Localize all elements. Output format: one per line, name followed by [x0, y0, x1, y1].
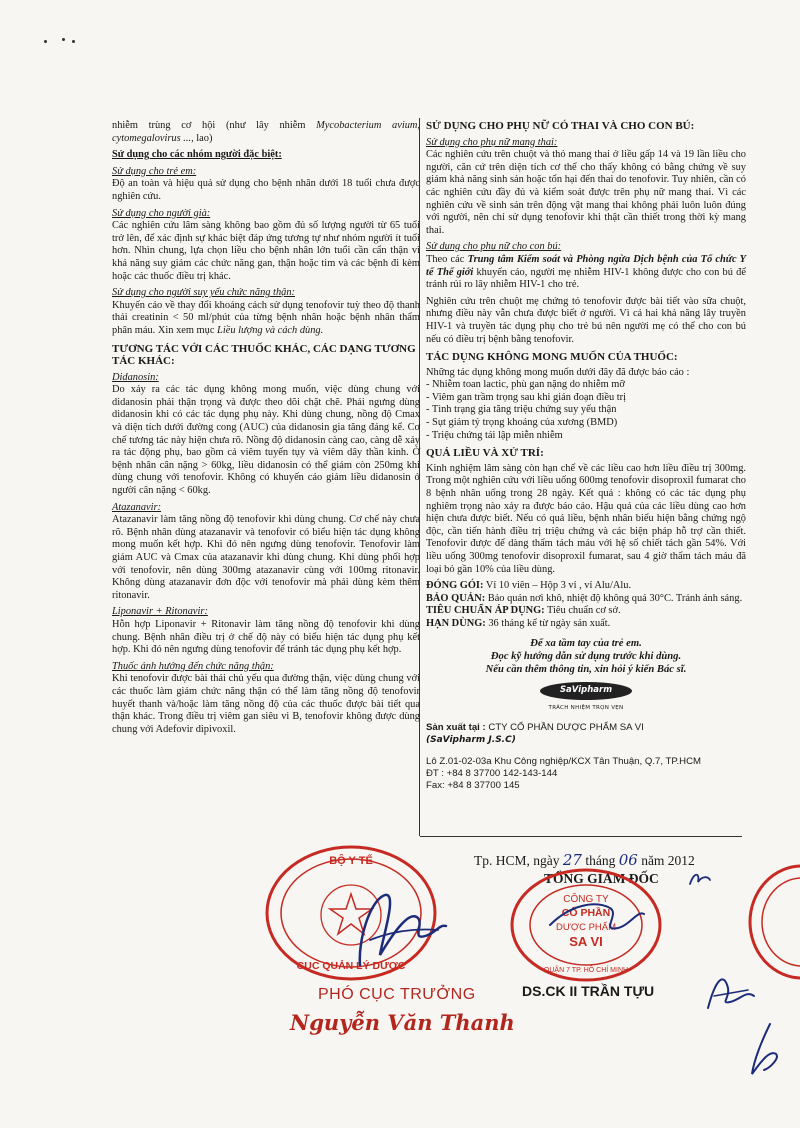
phone: ĐT : +84 8 37700 142-143-144: [426, 768, 558, 780]
deputy-title: PHÓ CỤC TRƯỞNG: [318, 986, 476, 1003]
expiry-line: HẠN DÙNG: 36 tháng kể từ ngày sản xuất.: [426, 617, 611, 629]
manufacturer-brand: (SaVipharm J.S.C): [426, 735, 516, 746]
address: Lô Z.01-02-03a Khu Công nghiệp/KCX Tân Thuận, Q.7, TP.HCM: [426, 756, 702, 768]
list-item: - Sụt giảm tỷ trọng khoáng của xương (BMD): [426, 417, 618, 429]
renal-heading: Sử dụng cho người suy yếu chức năng thận:: [112, 287, 295, 299]
seal-left-top-text: BỘ Y TẾ: [329, 855, 373, 867]
list-item: - Triệu chứng tái lập miễn nhiễm: [426, 429, 563, 441]
manufacturer-line: Sản xuất tại : CTY CỔ PHẦN DƯỢC PHẨM SA VI: [426, 722, 644, 734]
margin-signature-1: [700, 968, 760, 1016]
pregnancy-heading: SỬ DỤNG CHO PHỤ NỮ CÓ THAI VÀ CHO CON BÚ:: [426, 120, 695, 132]
lopinavir-text: Hỗn hợp Liponavir + Ritonavir làm tăng nồng độ tenofovir khi dùng chung. Bệnh nhân điều trị ở chế độ này có biểu hiện tác dụng phụ kết hợp. Khi đó nên ngưng dùng tenofovir để tránh tác dụng phụ kết hợp.: [112, 618, 420, 656]
children-text: Độ an toàn và hiệu quả sử dụng cho bệnh nhân dưới 18 tuổi chưa được nghiên cứu.: [112, 178, 420, 202]
special-groups-heading: Sử dụng cho các nhóm người đặc biệt:: [112, 149, 282, 161]
deputy-name: Nguyễn Văn Thanh: [290, 1010, 515, 1035]
breastfeeding-text-1: Theo các Trung tâm Kiểm soát và Phòng ngừa Dịch bệnh của Tổ chức Y tế Thế giới khuyến cáo, người mẹ nhiễm HIV-1 không được cho con bú để tránh rủi ro lây nhiễm HIV-1 cho trẻ.: [426, 253, 746, 291]
didanosin-text: Do xảy ra các tác dụng không mong muốn, việc dùng chung với didanosin phải thận trọng và được theo dõi chặt chẽ. Phải ngưng dùng didanosin khi có các tác dụng phụ này. Khi dùng chung, nồng độ Cmax và diện tích dưới đường cong (AUC) của didanosin gia tăng đáng kể. Cơ chế tương tác này hiện chưa rõ. Nồng độ didanosin càng cao, càng dễ xảy ra tác động phụ, bao gồm cả viêm tuyến tụy và viêm dây thần kinh. Ở bệnh nhân cân nặng > 60kg, liều didanosin có thể giảm còn 250mg khi dùng chung với tenofovir. Không có khuyến cáo giảm liều didanosin ở người cân nặng < 60kg.: [112, 384, 420, 497]
pregnant-text: Các nghiên cứu trên chuột và thỏ mang thai ở liều gấp 14 và 19 lần liều cho người, căn cứ trên diện tích cơ thể cho thấy không có bằng chứng về suy giảm khả năng sinh sản hoặc tổn hại đến thai do tenofovir. Tuy nhiên, cần có các nghiên cứu đầy đủ và kiểm soát được trên phụ nữ mang thai. Vì các nghiên cứu về sinh sản trên động vật mang thai không phải luôn luôn đúng với người, nên chỉ sử dụng tenofovir khi thật cần thiết trong thời kỳ mang thai.: [426, 149, 746, 236]
date-line: Tp. HCM, ngày 27 tháng 06 năm 2012: [474, 851, 695, 869]
lopinavir-heading: Liponavir + Ritonavir:: [112, 606, 208, 618]
edge-seal: [746, 862, 800, 982]
kidney-drugs-text: Khi tenofovir được bài thải chủ yếu qua đường thận, việc dùng chung với các thuốc làm giảm chức năng thận có thể làm tăng nồng độ tenofovir huyết thanh và/hoặc làm tăng nồng độ của các thuốc được bài tiết qua thận khác. Trong điều trị viêm gan siêu vi B, tenofovir không được dùng chung với Adefovir dipivoxil.: [112, 673, 420, 735]
adverse-intro: Những tác dụng không mong muốn dưới đây đã được báo cáo :: [426, 366, 690, 378]
breastfeeding-heading: Sử dụng cho phụ nữ cho con bú:: [426, 241, 562, 253]
logo-tagline: TRÁCH NHIỆM TRỌN VẸN: [548, 704, 624, 711]
list-item: - Viêm gan trầm trọng sau khi gián đoạn điều trị: [426, 391, 627, 403]
caution-line-1: Để xa tầm tay của trẻ em.: [530, 637, 642, 649]
children-heading: Sử dụng cho trẻ em:: [112, 165, 197, 177]
didanosin-heading: Didanosin:: [112, 371, 159, 383]
overdose-heading: QUÁ LIỀU VÀ XỬ TRÍ:: [426, 447, 544, 460]
seal-right-text-3: DƯỢC PHẨM: [555, 922, 617, 933]
storage-line: BẢO QUẢN: Bảo quản nơi khô, nhiệt độ không quá 30°C. Tránh ánh sáng.: [426, 592, 743, 604]
elderly-text: Các nghiên cứu lâm sàng không bao gồm đủ số lượng người từ 65 tuổi trở lên, để xác định sự khác biệt đáp ứng tương tự như nhóm người ít tuổi hơn. Nhìn chung, lựa chọn liều cho bệnh nhân lớn tuổi cần cẩn thận vì khả năng suy giảm các chức năng gan, thận hoặc tim và các bệnh đi kèm hoặc các thuốc điều trị khác.: [112, 220, 420, 282]
list-item: - Tình trạng gia tăng triệu chứng suy yếu thận: [426, 404, 617, 416]
renal-text: Khuyến cáo về thay đổi khoảng cách sử dụng tenofovir tuỳ theo độ thanh thải creatinin < 50 ml/phút của từng bệnh nhân hoặc bệnh nhân thẩm phân máu. Xin xem mục Liều lượng và cách dùng.: [112, 299, 420, 336]
atazanavir-heading: Atazanavir:: [112, 501, 162, 513]
packing-line: ĐÓNG GÓI: Vỉ 10 viên – Hộp 3 vỉ , vỉ Alu/Alu.: [426, 580, 632, 592]
seal-left-bottom-text: CỤC QUẢN LÝ DƯỢC: [296, 960, 406, 972]
caution-line-2: Đọc kỹ hướng dẫn sử dụng trước khi dùng.: [490, 650, 682, 662]
seal-right-text-1: CÔNG TY: [563, 894, 609, 905]
right-column: [426, 120, 746, 792]
kidney-drugs-heading: Thuốc ảnh hưởng đến chức năng thận:: [112, 660, 274, 672]
scan-speck: [72, 40, 75, 43]
pregnant-heading: Sử dụng cho phụ nữ mang thai:: [426, 136, 558, 148]
initial-mark: [686, 868, 714, 890]
list-item: - Nhiễm toan lactic, phù gan nặng do nhiễm mỡ: [426, 379, 625, 391]
scan-speck: [62, 38, 65, 41]
director-signature: [540, 880, 650, 960]
intro-paragraph: nhiễm trùng cơ hội (như lây nhiễm Mycobacterium avium, cytomegalovirus ..., lao): [112, 120, 421, 144]
elderly-heading: Sử dụng cho người già:: [112, 207, 211, 219]
seal-right-text-2: CỔ PHẦN: [561, 907, 611, 919]
caution-line-3: Nếu cần thêm thông tin, xin hỏi ý kiến Bác sĩ.: [485, 663, 687, 675]
director-name: DS.CK II TRẦN TỰU: [522, 983, 655, 999]
margin-signature-2: [740, 1020, 786, 1080]
column-bottom-rule: [420, 836, 742, 837]
seal-right-text-4: SA VI: [569, 934, 603, 949]
director-title: TỔNG GIÁM ĐỐC: [544, 871, 659, 886]
interactions-heading: TƯƠNG TÁC VỚI CÁC THUỐC KHÁC, CÁC DẠNG TƯƠNG TÁC KHÁC:: [112, 342, 416, 368]
seal-right-ring-text: QUẬN 7 TP. HỒ CHÍ MINH: [543, 967, 629, 974]
caution-block: [426, 637, 746, 676]
overdose-text: Kinh nghiệm lâm sàng còn hạn chế về các liều cao hơn liều điều trị 300mg. Trong một nghiên cứu với liều uống 600mg tenofovir disoproxil fumarat cho 8 bệnh nhân uống trong 28 ngày. Kết quả : không có các tác dụng phụ nghiêm trọng nào xảy ra được báo cáo. Hậu quả của các liều dùng cao hơn hiện chưa được biết. Nếu có quá liều, bệnh nhân biểu hiện bằng chứng ngộ độc, cần tiến hành điều trị triệu chứng và các biện pháp hỗ trợ cần thiết. Tenofovir được để dàng thẩm tách máu với hệ số chiết tách gần 54%. Với liều uống 300mg tenofovir disoproxil fumarat, sau 4 giờ thẩm tách máu đã loại bỏ gần 10% của liều dùng.: [426, 462, 746, 575]
deputy-signature: [340, 880, 460, 980]
standard-line: TIÊU CHUẨN ÁP DỤNG: Tiêu chuẩn cơ sở.: [426, 605, 621, 617]
scan-speck: [44, 40, 47, 43]
left-column: [112, 120, 420, 740]
fax: Fax: +84 8 37700 145: [426, 780, 520, 792]
adverse-heading: TÁC DỤNG KHÔNG MONG MUỐN CỦA THUỐC:: [426, 351, 678, 364]
adverse-list: [426, 379, 746, 442]
savipharm-logo: SaVipharm: [540, 682, 632, 700]
breastfeeding-text-2: Nghiên cứu trên chuột mẹ chứng tỏ tenofovir được bài tiết vào sữa chuột, nhưng điều này vẫn chưa được biết ở người. Vì cả hai khả năng lây truyền HIV-1 và truyền tác dụng phụ cho trẻ bú nên người mẹ có thể cho con bú nếu có điều trị bệnh bằng tenofovir.: [426, 295, 746, 345]
manufacturer-block: [426, 722, 746, 792]
atazanavir-text: Atazanavir làm tăng nồng độ tenofovir khi dùng chung. Cơ chế này chưa rõ. Bệnh nhân dùng atazanavir và tenofovir có biểu hiện tác dụng không mong muốn kết hợp. Khi đó nên ngưng dùng tenofovir. Tenofovir làm giảm AUC và Cmax của atazanavir khi dùng chung. Khi dùng phối hợp với tenofovir, nên dùng 300mg atazanavir cùng với 100mg ritonavir. Không dùng atazanavir đơn độc với tenofovir mà phải dùng kèm thêm ritonavir.: [112, 514, 420, 601]
